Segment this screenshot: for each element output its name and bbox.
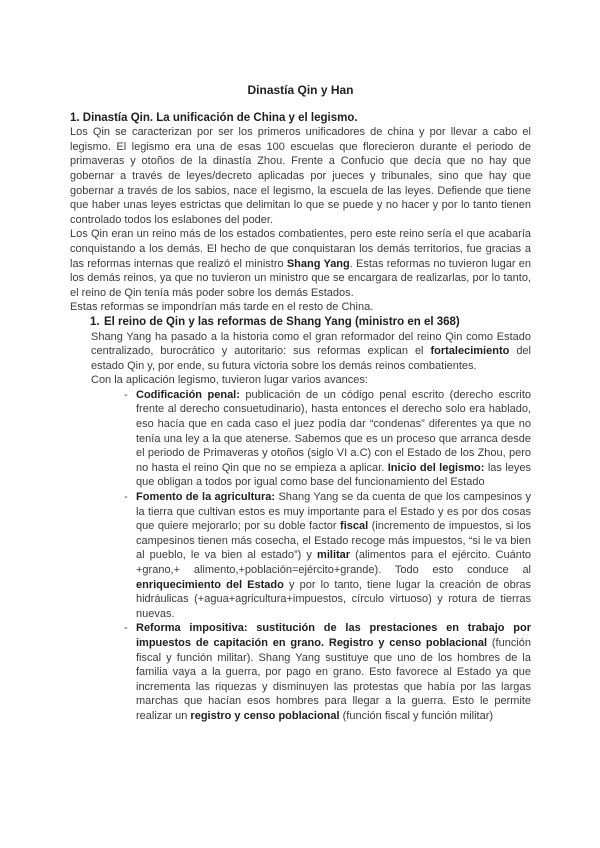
subsection-heading xyxy=(70,315,531,330)
bullet-fomento-agricultura xyxy=(124,490,531,621)
section-heading: 1. Dinastía Qin. La unificación de China y el legismo. xyxy=(70,111,358,124)
paragraph-avances-intro: Con la aplicación legismo, tuvieron lugar varios avances: xyxy=(91,374,368,387)
subsection-heading-text: El reino de Qin y las reformas de Shang Yang (ministro en el 368) xyxy=(104,315,460,328)
paragraph-intro-legismo: Los Qin se caracterizan por ser los primeros unificadores de china y por llevar a cabo el legismo. El legismo era una de esas 100 escuelas que florecieron durante el periodo de primaveras y otoños de la dinastía Zhou. Frente a Confucio que decía que no hay que gobernar a través de leyes/decreto aplicadas por jueces y tribunales, sino que hay que gobernar a través de los sabios, nace el legismo, la escuela de las leyes. Defiende que tiene que haber unas leyes estrictas que delimitan lo que se puede y no hacer y por lo tanto tienen controlado todos los eslabones del poder. xyxy=(70,126,531,226)
document-title: Dinastía Qin y Han xyxy=(247,83,354,97)
bullet-text: Fomento de la agricultura: Shang Yang se da cuenta de que los campesinos y la tierra que cultivan estos es muy importante para el Estado y es por dos cosas que quiere mejorarlo; por su doble factor fiscal (incremento de impuestos, si los campesinos tienen más cosecha, el Estado recoge más impuestos, “si le va bien al pueblo, le va bien al estado”) y militar (alimentos para el ejército. Cuánto +grano,+ alimento,+población=ejército+grande). Todo esto conduce al enriquecimiento del Estado y por lo tanto, tiene lugar la creación de obras hidráulicas (+agua+agricultura+impuestos, círculo virtuoso) y rotura de tierras nuevas. xyxy=(136,491,531,620)
bullet-reforma-impositiva xyxy=(124,621,531,723)
bullet-codificacion-penal xyxy=(124,388,531,490)
bullet-text: Codificación penal: publicación de un código penal escrito (derecho escrito frente al derecho consuetudinario), hasta entonces el derecho solo era hablado, eso hacía que en cada caso el juez podía dar “condenas” diferentes ya que no tenía una ley a la que atenerse. Sabemos que es un proceso que arranca desde el periodo de Primaveras y otoños (siglo VI a.C) con el Estado de los Zhou, pero no hasta el reino Qin que no se empieza a aplicar. Inicio del legismo: las leyes que obligan a todos por igual como base del funcionamiento del Estado xyxy=(136,388,531,489)
bullet-text: Reforma impositiva: sustitución de las prestaciones en trabajo por impuestos de capitación en grano. Registro y censo poblacional (función fiscal y función militar). Shang Yang sustituye que uno de los hombres de la familia vaya a la guerra, por pago en grano. Esto favorece al Estado ya que incrementa las riquezas y disminuyen las protestas que había por las largas marchas que hacían esos hombres para llegar a la guerra. Esto le permite realizar un registro y censo poblacional (función fiscal y función militar) xyxy=(136,622,531,722)
list-number: 1. xyxy=(90,315,100,328)
paragraph-reformas-china: Estas reformas se impondrían más tarde en el resto de China. xyxy=(70,301,374,314)
bullet-dash: - xyxy=(124,388,128,401)
bullet-dash: - xyxy=(124,622,128,635)
paragraph-shang-yang: Shang Yang ha pasado a la historia como el gran reformador del reino Qin como Estado centralizado, burocrático y autoritario: sus reformas explican el fortalecimiento del estado Qin y, por ende, su futura victoria sobre los demás reinos combatientes. xyxy=(91,330,531,372)
paragraph-reino-qin: Los Qin eran un reino más de los estados combatientes, pero este reino sería el que acabaría conquistando a los demás. El hecho de que conquistaran los demás territorios, fue gracias a las reformas internas que realizó el ministro Shang Yang. Estas reformas no tuvieron lugar en los demás reinos, ya que no tuvieron un ministro que se encargara de realizarlas, por lo tanto, el reino de Qin tenía más poder sobre los demás Estados. xyxy=(70,228,531,299)
subsection-body xyxy=(91,330,531,724)
bullet-dash: - xyxy=(124,491,128,504)
